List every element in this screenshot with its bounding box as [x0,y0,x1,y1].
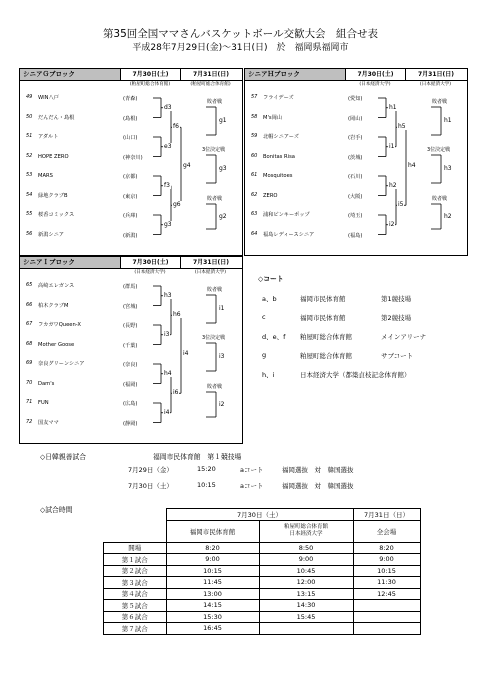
loser-label: 敗者戦 [207,287,223,293]
day2-venue: (粕屋町総合体育館) [190,82,231,87]
schedule-row-label: 第７試合 [104,623,167,635]
match-code: h6 [173,311,181,319]
schedule-row-label: 第６試合 [104,611,167,623]
match-code: h1 [389,103,397,111]
match-code: f6 [173,123,179,131]
team-prefecture: (山口) [123,135,138,141]
team-prefecture: (広島) [123,401,138,407]
day2-header: 7月31日(日) [180,69,241,80]
team-prefecture: (静岡) [123,420,138,427]
team-number: 57 [251,94,258,100]
team-number: 49 [26,94,33,100]
team-name: FUN [38,400,49,406]
team-name: Bonitas Risa [263,153,295,160]
team-name: 奈良グリーンシニア [38,361,85,367]
schedule-row [104,565,421,577]
team-number: 59 [251,133,258,139]
schedule-time: 15:45 [259,611,353,623]
block-g [19,68,243,256]
block-name: シニアＩブロック [20,257,120,268]
match-code: i4 [164,408,170,416]
team-prefecture: (千葉) [123,342,138,349]
team-name: だんだん・島根 [38,114,75,121]
team-prefecture: (愛知) [348,96,363,102]
schedule-time: 8:20 [353,542,420,554]
match-code: h5 [398,123,406,131]
schedule-time [259,623,353,635]
schedule-time [353,623,420,635]
team-number: 51 [26,133,33,139]
schedule-table [103,508,421,635]
schedule-time: 16:45 [166,623,259,635]
schedule-time [353,600,420,612]
match-code: i4 [183,350,189,358]
team-name: 国友ママ [38,419,59,426]
team-name: 北帽シニアーズ [263,134,299,140]
team-number: 52 [26,152,33,159]
court-key: h、i [262,371,275,379]
loser-label: 敗者戦 [207,196,223,202]
schedule-time: 12:45 [353,588,420,600]
day1-header: 7月30日(土) [120,257,180,268]
schedule-time: 12:00 [259,577,353,589]
team-prefecture: (茨城) [348,154,363,161]
team-number: 62 [251,191,258,198]
court-venue: 粕屋町総合体育館 [300,333,352,341]
team-name: 柏木クラブM [38,302,69,309]
day2-venue: (日本経済大学) [194,270,227,275]
team-prefecture: (奈良) [123,362,138,368]
schedule-row-label: 第２試合 [104,565,167,577]
schedule-row [104,577,421,589]
exhibition-date: 7月30日（土） [128,482,173,490]
team-number: 67 [26,321,33,327]
match-code: i2 [389,220,395,228]
match-code: i1 [389,142,395,150]
team-name: 浦和ピンキーポップ [263,212,310,218]
team-name: 新潟シニア [38,231,64,238]
schedule-row-label: 第４試合 [104,588,167,600]
schedule-time: 8:50 [259,542,353,554]
team-number: 61 [251,172,258,178]
exhibition-court: aコート [240,466,264,474]
team-prefecture: (青森) [123,96,138,102]
schedule-row [104,611,421,623]
schedule-row [104,623,421,635]
schedule-col-venue2: 粕屋町総合体育館 日本経済大学 [259,520,353,542]
schedule-day1: 7月30日（土） [166,509,353,521]
team-prefecture: (長野) [123,323,138,329]
day1-venue: (粕屋町総合体育館) [129,82,171,87]
match-code: g1 [219,117,227,124]
team-name: Mother Goose [38,341,75,348]
team-number: 64 [251,230,258,237]
schedule-time: 9:00 [353,554,420,566]
schedule-col-all: 全会場 [353,520,420,542]
schedule-time: 8:20 [166,542,259,554]
match-code: i2 [219,400,225,408]
match-code: g2 [219,212,227,220]
block-i [19,256,243,444]
team-name: Dam's [38,380,55,387]
loser-label: 敗者戦 [432,99,448,105]
schedule-row-label: 第５試合 [104,600,167,612]
day1-header: 7月30日(土) [345,69,405,80]
team-number: 68 [26,340,33,347]
team-number: 69 [26,360,33,366]
court-key: g [262,351,267,359]
loser-label: 敗者戦 [432,196,448,202]
court-key: c [262,313,266,321]
schedule-col-venue1: 福岡市民体育館 [166,520,259,542]
team-name: Mosquitoes [263,173,293,179]
team-name: MARS [38,173,53,179]
match-code: e3 [164,142,172,150]
schedule-time: 15:30 [166,611,259,623]
team-prefecture: (岩手) [348,135,363,141]
match-code: h4 [408,162,416,170]
match-code: h4 [164,369,172,377]
team-name: 緑地クラブB [38,192,68,199]
team-name: アダルト [38,134,59,140]
day2-venue: (日本経済大学) [419,82,452,87]
court-name: メインアリーナ [381,333,427,341]
court-name: サブコート [381,352,414,360]
team-number: 60 [251,152,258,159]
day1-venue: (日本経済大学) [134,270,166,275]
team-name: WIN八戸 [38,95,59,101]
schedule-time: 13:00 [166,588,259,600]
third-place-label: 3位決定戦 [202,147,226,153]
team-name: 福島レディースシニア [263,231,315,238]
schedule-row [104,600,421,612]
team-number: 71 [26,399,33,405]
day2-header: 7月31日(日) [180,257,241,268]
schedule-time: 10:15 [353,565,420,577]
team-number: 54 [26,191,33,198]
team-prefecture: (岡山) [348,115,363,122]
exhibition-time: 15:20 [197,465,216,473]
match-code: i1 [219,305,225,312]
match-code: g6 [173,201,181,209]
court-name: 第2競技場 [381,314,412,322]
loser-label: 敗者戦 [207,99,223,105]
team-prefecture: (京都) [123,174,138,180]
team-name: ZERO [263,192,278,199]
exhibition-date: 7月29日（金） [128,466,173,474]
third-place-label: 3位決定戦 [427,147,451,153]
match-code: g3 [164,220,172,228]
team-prefecture: (群馬) [123,284,138,290]
team-name: フカガワQueen-X [38,322,81,328]
team-number: 70 [26,379,33,386]
day2-header: 7月31日(日) [405,69,466,80]
loser-label: 敗者戦 [207,384,223,390]
schedule-time: 11:45 [166,577,259,589]
team-prefecture: (新潟) [123,232,138,239]
team-name: 桜香コミックス [38,212,75,218]
team-name: 高崎エレガンス [38,283,75,289]
schedule-time: 14:30 [259,600,353,612]
team-prefecture: (神奈川) [123,154,143,161]
team-prefecture: (埼玉) [348,213,363,219]
schedule-time: 14:15 [166,600,259,612]
third-place-label: 3位決定戦 [202,335,226,341]
match-code: h2 [389,181,397,189]
schedule-row-label: 開場 [104,542,167,554]
team-number: 65 [26,282,33,288]
team-number: 50 [26,113,33,120]
schedule-time: 9:00 [259,554,353,566]
schedule-row-label: 第１試合 [104,554,167,566]
schedule-row-label: 第３試合 [104,577,167,589]
page-title: 第35回全国ママさんバスケットボール交歓大会 組合せ表 [102,28,379,40]
team-prefecture: (福島) [348,232,363,239]
court-key: d、e、f [262,333,286,341]
team-prefecture: (福岡) [123,381,138,388]
court-venue: 福岡市民体育館 [300,295,346,303]
exhibition-match: 福岡選抜 対 韓国選抜 [282,466,354,474]
match-code: g3 [219,165,227,172]
match-code: i3 [164,330,170,338]
courts-heading: ◇コート [258,275,284,283]
exhibition-match: 福岡選抜 対 韓国選抜 [282,482,354,490]
schedule-time: 11:30 [353,577,420,589]
schedule-time: 10:45 [259,565,353,577]
match-code: i6 [173,389,179,397]
match-code: f3 [164,181,170,189]
schedule-time: 10:15 [166,565,259,577]
team-number: 53 [26,172,33,178]
exhibition-court: aコート [240,482,264,490]
block-h [244,68,468,256]
day1-venue: (日本経済大学) [359,82,391,87]
team-prefecture: (大阪) [348,193,363,200]
team-prefecture: (石川) [348,174,363,180]
match-code: h3 [164,291,172,299]
match-code: g4 [183,162,191,170]
exhibition-venue: 福岡市民体育館 第１競技場 [153,453,242,461]
schedule-row [104,554,421,566]
court-venue: 粕屋町総合体育館 [300,352,352,360]
team-number: 63 [251,211,258,217]
team-name: M's岡山 [263,114,282,121]
team-number: 66 [26,301,33,308]
exhibition-time: 10:15 [197,481,216,489]
team-number: 55 [26,211,33,217]
schedule-time [353,611,420,623]
block-name: シニアＨブロック [245,69,345,80]
team-number: 72 [26,418,33,425]
page-subtitle: 平成28年7月29日(金)～31日(日) 於 福岡県福岡市 [132,43,349,53]
day1-header: 7月30日(土) [120,69,180,80]
schedule-row [104,542,421,554]
team-number: 56 [26,230,33,237]
team-name: フライデーズ [263,95,294,101]
match-code: i3 [219,353,225,360]
match-code: h1 [444,117,452,124]
schedule-time: 13:15 [259,588,353,600]
match-code: h2 [444,212,452,220]
team-name: HOPE ZERO [38,153,69,160]
exhibition-heading: ◇日韓親善試合 [40,453,87,461]
team-number: 58 [251,113,258,120]
match-code: i5 [398,201,404,209]
schedule-row [104,588,421,600]
schedule-day2: 7月31日（日） [353,509,420,521]
match-code: h3 [444,165,452,172]
court-key: a、b [262,295,277,303]
match-code: d3 [164,103,172,111]
court-venue: 日本経済大学（都築貞枝記念体育館） [300,371,411,379]
team-prefecture: (島根) [123,115,138,122]
block-name: シニアＧブロック [20,69,120,80]
court-venue: 福岡市民体育館 [300,314,346,322]
team-prefecture: (宮城) [123,303,138,310]
schedule-heading: ◇試合時間 [40,506,73,514]
team-prefecture: (兵庫) [123,213,138,219]
schedule-time: 9:00 [166,554,259,566]
team-prefecture: (東京) [123,193,138,200]
court-name: 第1競技場 [381,295,412,303]
